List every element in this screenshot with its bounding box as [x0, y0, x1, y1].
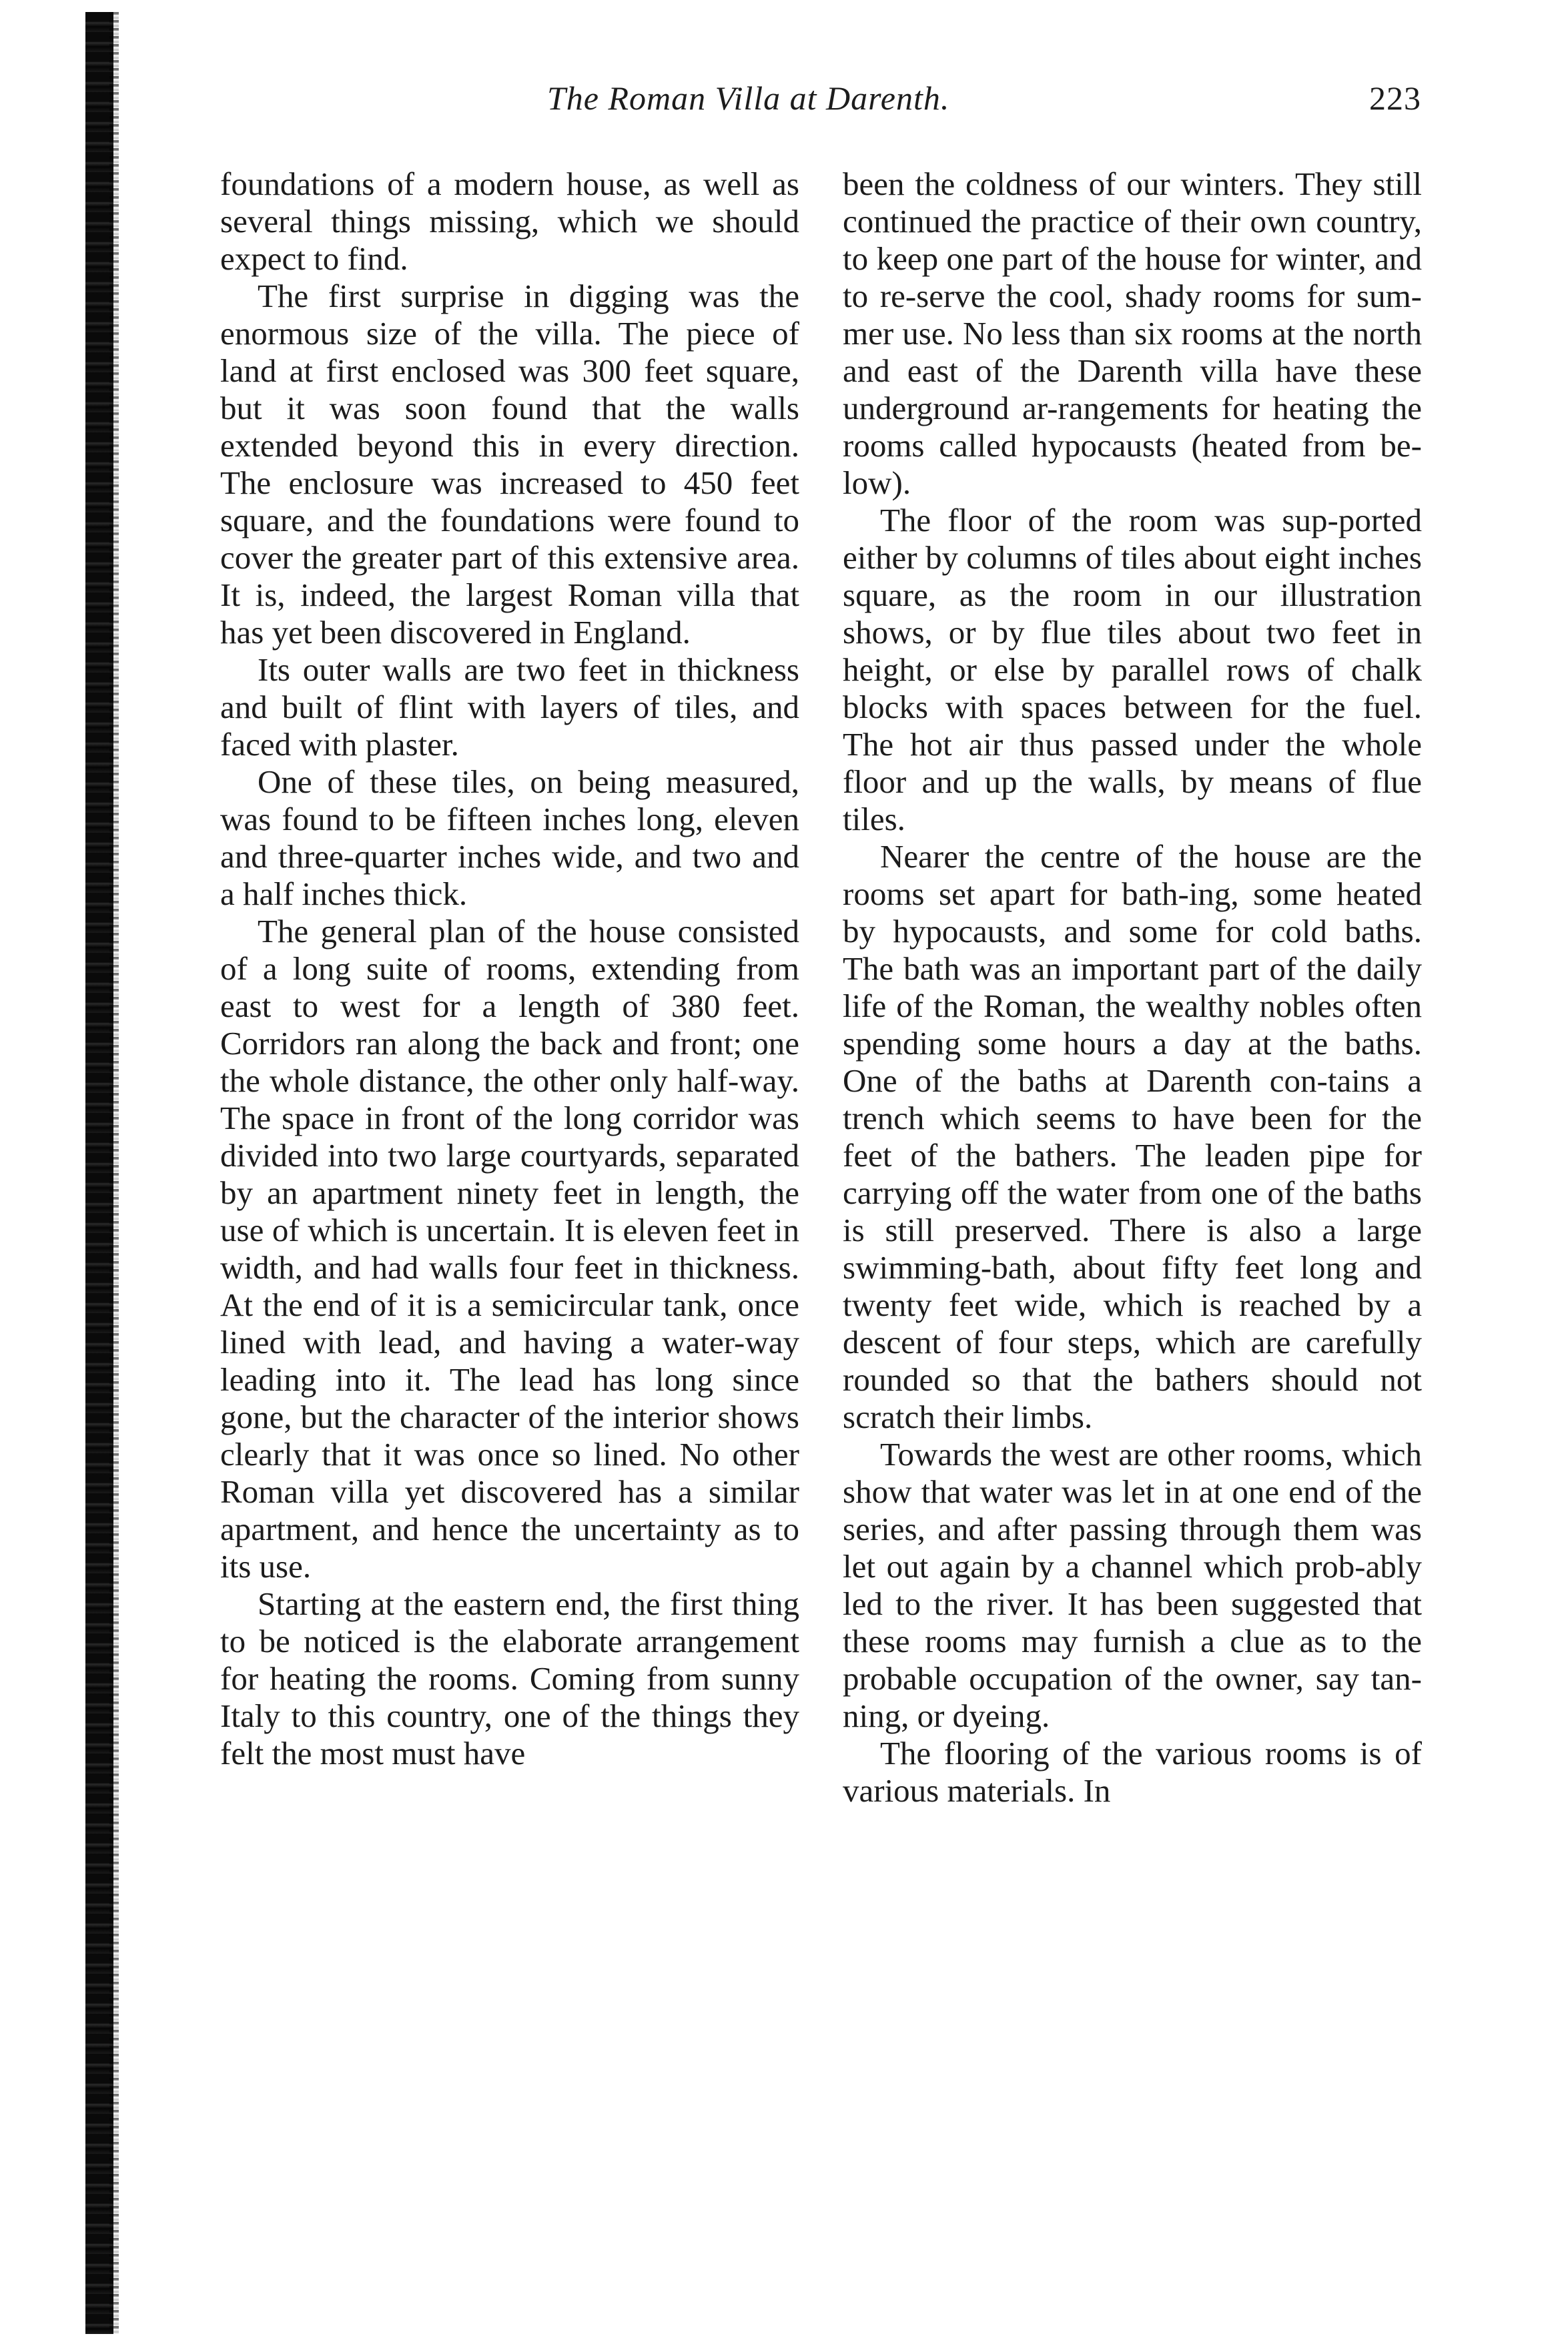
page-binding-edge [85, 12, 113, 2334]
running-title: The Roman Villa at Darenth. [547, 79, 950, 117]
paragraph: been the coldness of our winters. They still continued the practice of their own country, to keep one part of the house for winter, and to re-serve the cool, shady rooms for sum-mer use. No less than six rooms at the north and east of the Darenth villa have these underground ar-rangements for heating the rooms called hypocausts (heated from be-low). [843, 165, 1422, 501]
right-text-column [843, 165, 1422, 1810]
paragraph: foundations of a modern house, as well as several things missing, which we should expect to find. [220, 165, 799, 277]
paragraph: Nearer the centre of the house are the rooms set apart for bath-ing, some heated by hypocausts, and some for cold baths. The bath was an important part of the daily life of the Roman, the wealthy nobles often spending some hours a day at the baths. One of the baths at Darenth con-tains a trench which seems to have been for the feet of the bathers. The leaden pipe for carrying off the water from one of the baths is still preserved. There is also a large swimming-bath, about fifty feet long and twenty feet wide, which is reached by a descent of four steps, which are carefully rounded so that the bathers should not scratch their limbs. [843, 838, 1422, 1435]
paragraph: One of these tiles, on being measured, was found to be fifteen inches long, eleven and three-quarter inches wide, and two and a half inches thick. [220, 763, 799, 912]
paragraph: The flooring of the various rooms is of various materials. In [843, 1735, 1422, 1809]
paragraph: The floor of the room was sup-ported either by columns of tiles about eight inches square, as the room in our illustration shows, or by flue tiles about two feet in height, or else by parallel rows of chalk blocks with spaces between for the fuel. The hot air thus passed under the whole floor and up the walls, by means of flue tiles. [843, 502, 1422, 837]
left-text-column [220, 165, 799, 1772]
paragraph: The first surprise in digging was the enormous size of the villa. The piece of land at first enclosed was 300 feet square, but it was soon found that the walls extended beyond this in every direction. The enclosure was increased to 450 feet square, and the foundations were found to cover the greater part of this extensive area. It is, indeed, the largest Roman villa that has yet been discovered in England. [220, 278, 799, 651]
paragraph: Its outer walls are two feet in thickness and built of flint with layers of tiles, and faced with plaster. [220, 651, 799, 763]
paragraph: The general plan of the house consisted of a long suite of rooms, extending from east to west for a length of 380 feet. Corridors ran along the back and front; one the whole distance, the other only half-way. The space in front of the long corridor was divided into two large courtyards, separated by an apartment ninety feet in length, the use of which is uncertain. It is eleven feet in width, and had walls four feet in thickness. At the end of it is a semicircular tank, once lined with lead, and having a water-way leading into it. The lead has long since gone, but the character of the interior shows clearly that it was once so lined. No other Roman villa yet discovered has a similar apartment, and hence the uncertainty as to its use. [220, 913, 799, 1585]
paragraph: Starting at the eastern end, the first thing to be noticed is the elaborate arrangement for heating the rooms. Coming from sunny Italy to this country, one of the things they felt the most must have [220, 1585, 799, 1772]
paragraph: Towards the west are other rooms, which show that water was let in at one end of the series, and after passing through them was let out again by a channel which prob-ably led to the river. It has been suggested that these rooms may furnish a clue as to the probable occupation of the owner, say tan-ning, or dyeing. [843, 1436, 1422, 1734]
page-number: 223 [1369, 79, 1421, 117]
running-header [220, 79, 1421, 132]
